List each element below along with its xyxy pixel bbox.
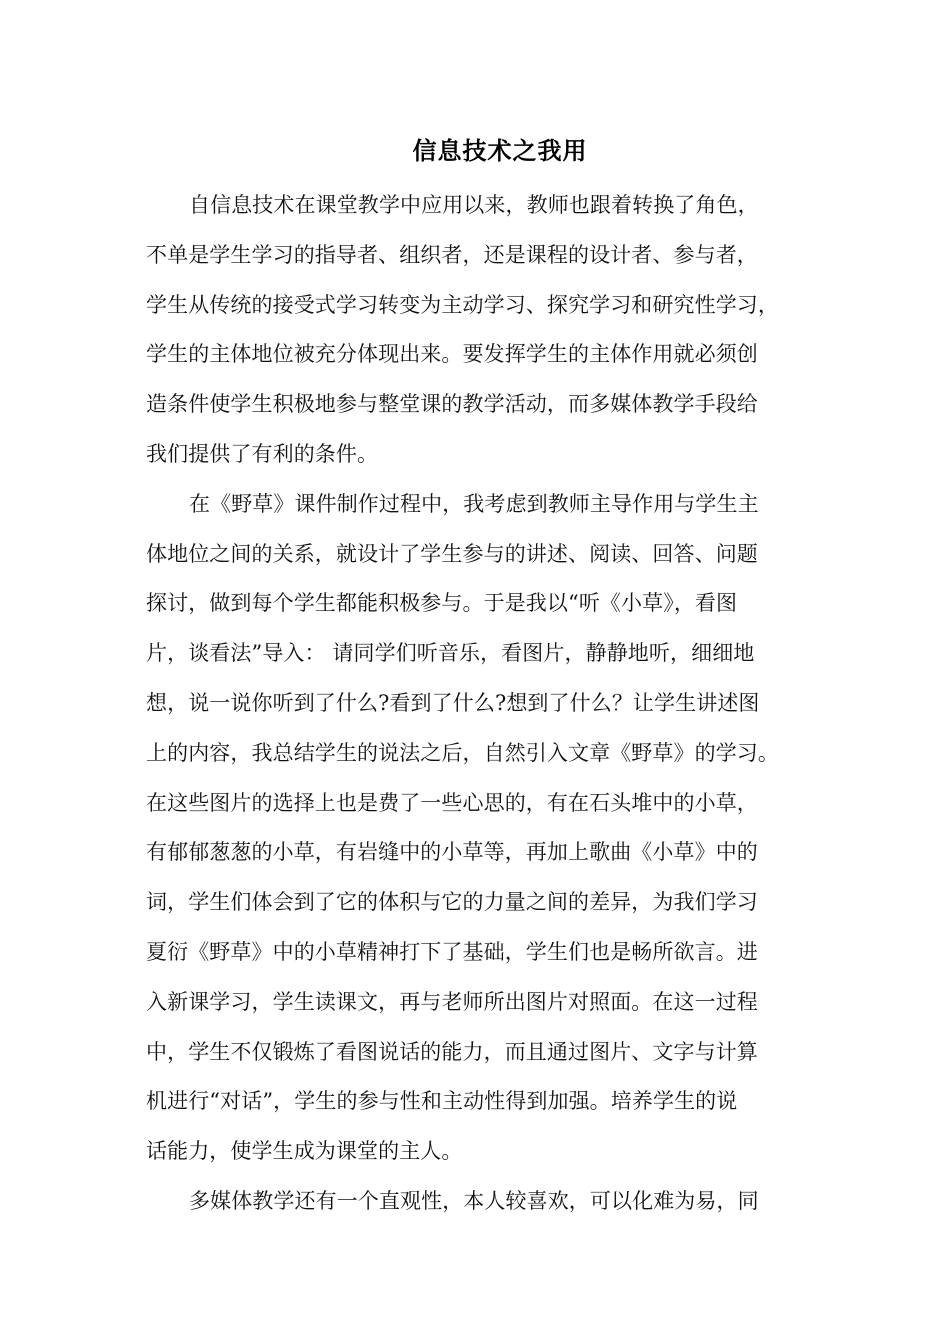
paragraph-2-line-2: 体地位之间的关系，就设计了学生参与的讲述、阅读、回答、问题: [146, 541, 758, 566]
paragraph-2-line-12: 中，学生不仅锻炼了看图说话的能力，而且通过图片、文字与计算: [146, 1039, 758, 1064]
paragraph-2-line-8: 有郁郁葱葱的小草，有岩缝中的小草等，再加上歌曲《小草》中的: [146, 840, 758, 865]
paragraph-2-line-1: 在《野草》课件制作过程中，我考虑到教师主导作用与学生主: [189, 491, 759, 516]
paragraph-1-line-6: 我们提供了有利的条件。: [146, 441, 379, 466]
paragraph-2-line-7: 在这些图片的选择上也是费了一些心思的，有在石头堆中的小草，: [146, 790, 758, 815]
paragraph-3-line-1: 多媒体教学还有一个直观性，本人较喜欢，可以化难为易，同: [189, 1188, 759, 1213]
paragraph-2-line-6: 上的内容，我总结学生的说法之后，自然引入文章《野草》的学习。: [146, 740, 779, 765]
paragraph-2-line-10: 夏衍《野草》中的小草精神打下了基础，学生们也是畅所欲言。进: [146, 939, 758, 964]
paragraph-2-line-13: 机进行“对话”，学生的参与性和主动性得到加强。培养学生的说: [146, 1089, 738, 1114]
paragraph-1-line-1: 自信息技术在课堂教学中应用以来，教师也跟着转换了角色，: [189, 193, 759, 217]
paragraph-2-line-5: 想，说一说你听到了什么?看到了什么?想到了什么？让学生讲述图: [146, 690, 760, 715]
paragraph-1-line-3: 学生从传统的接受式学习转变为主动学习、探究学习和研究性学习，: [146, 292, 779, 317]
document-body: [146, 181, 826, 1227]
paragraph-2-line-3: 探讨，做到每个学生都能积极参与。于是我以“听《小草》，看图: [146, 591, 738, 616]
page-title: 信息技术之我用: [412, 137, 588, 165]
paragraph-1-line-4: 学生的主体地位被充分体现出来。要发挥学生的主体作用就必须创: [146, 342, 758, 367]
paragraph-2-line-9: 词，学生们体会到了它的体积与它的力量之间的差异，为我们学习: [146, 890, 758, 915]
paragraph-1-line-5: 造条件使学生积极地参与整堂课的教学活动，而多媒体教学手段给: [146, 392, 758, 417]
paragraph-2-line-4: 片，谈看法”导入： 请同学们听音乐，看图片，静静地听，细细地: [146, 641, 755, 666]
paragraph-2-line-14: 话能力，使学生成为课堂的主人。: [146, 1139, 463, 1164]
paragraph-2-line-11: 入新课学习，学生读课文，再与老师所出图片对照面。在这一过程: [146, 989, 758, 1014]
paragraph-1-line-2: 不单是学生学习的指导者、组织者，还是课程的设计者、参与者，: [146, 242, 758, 267]
